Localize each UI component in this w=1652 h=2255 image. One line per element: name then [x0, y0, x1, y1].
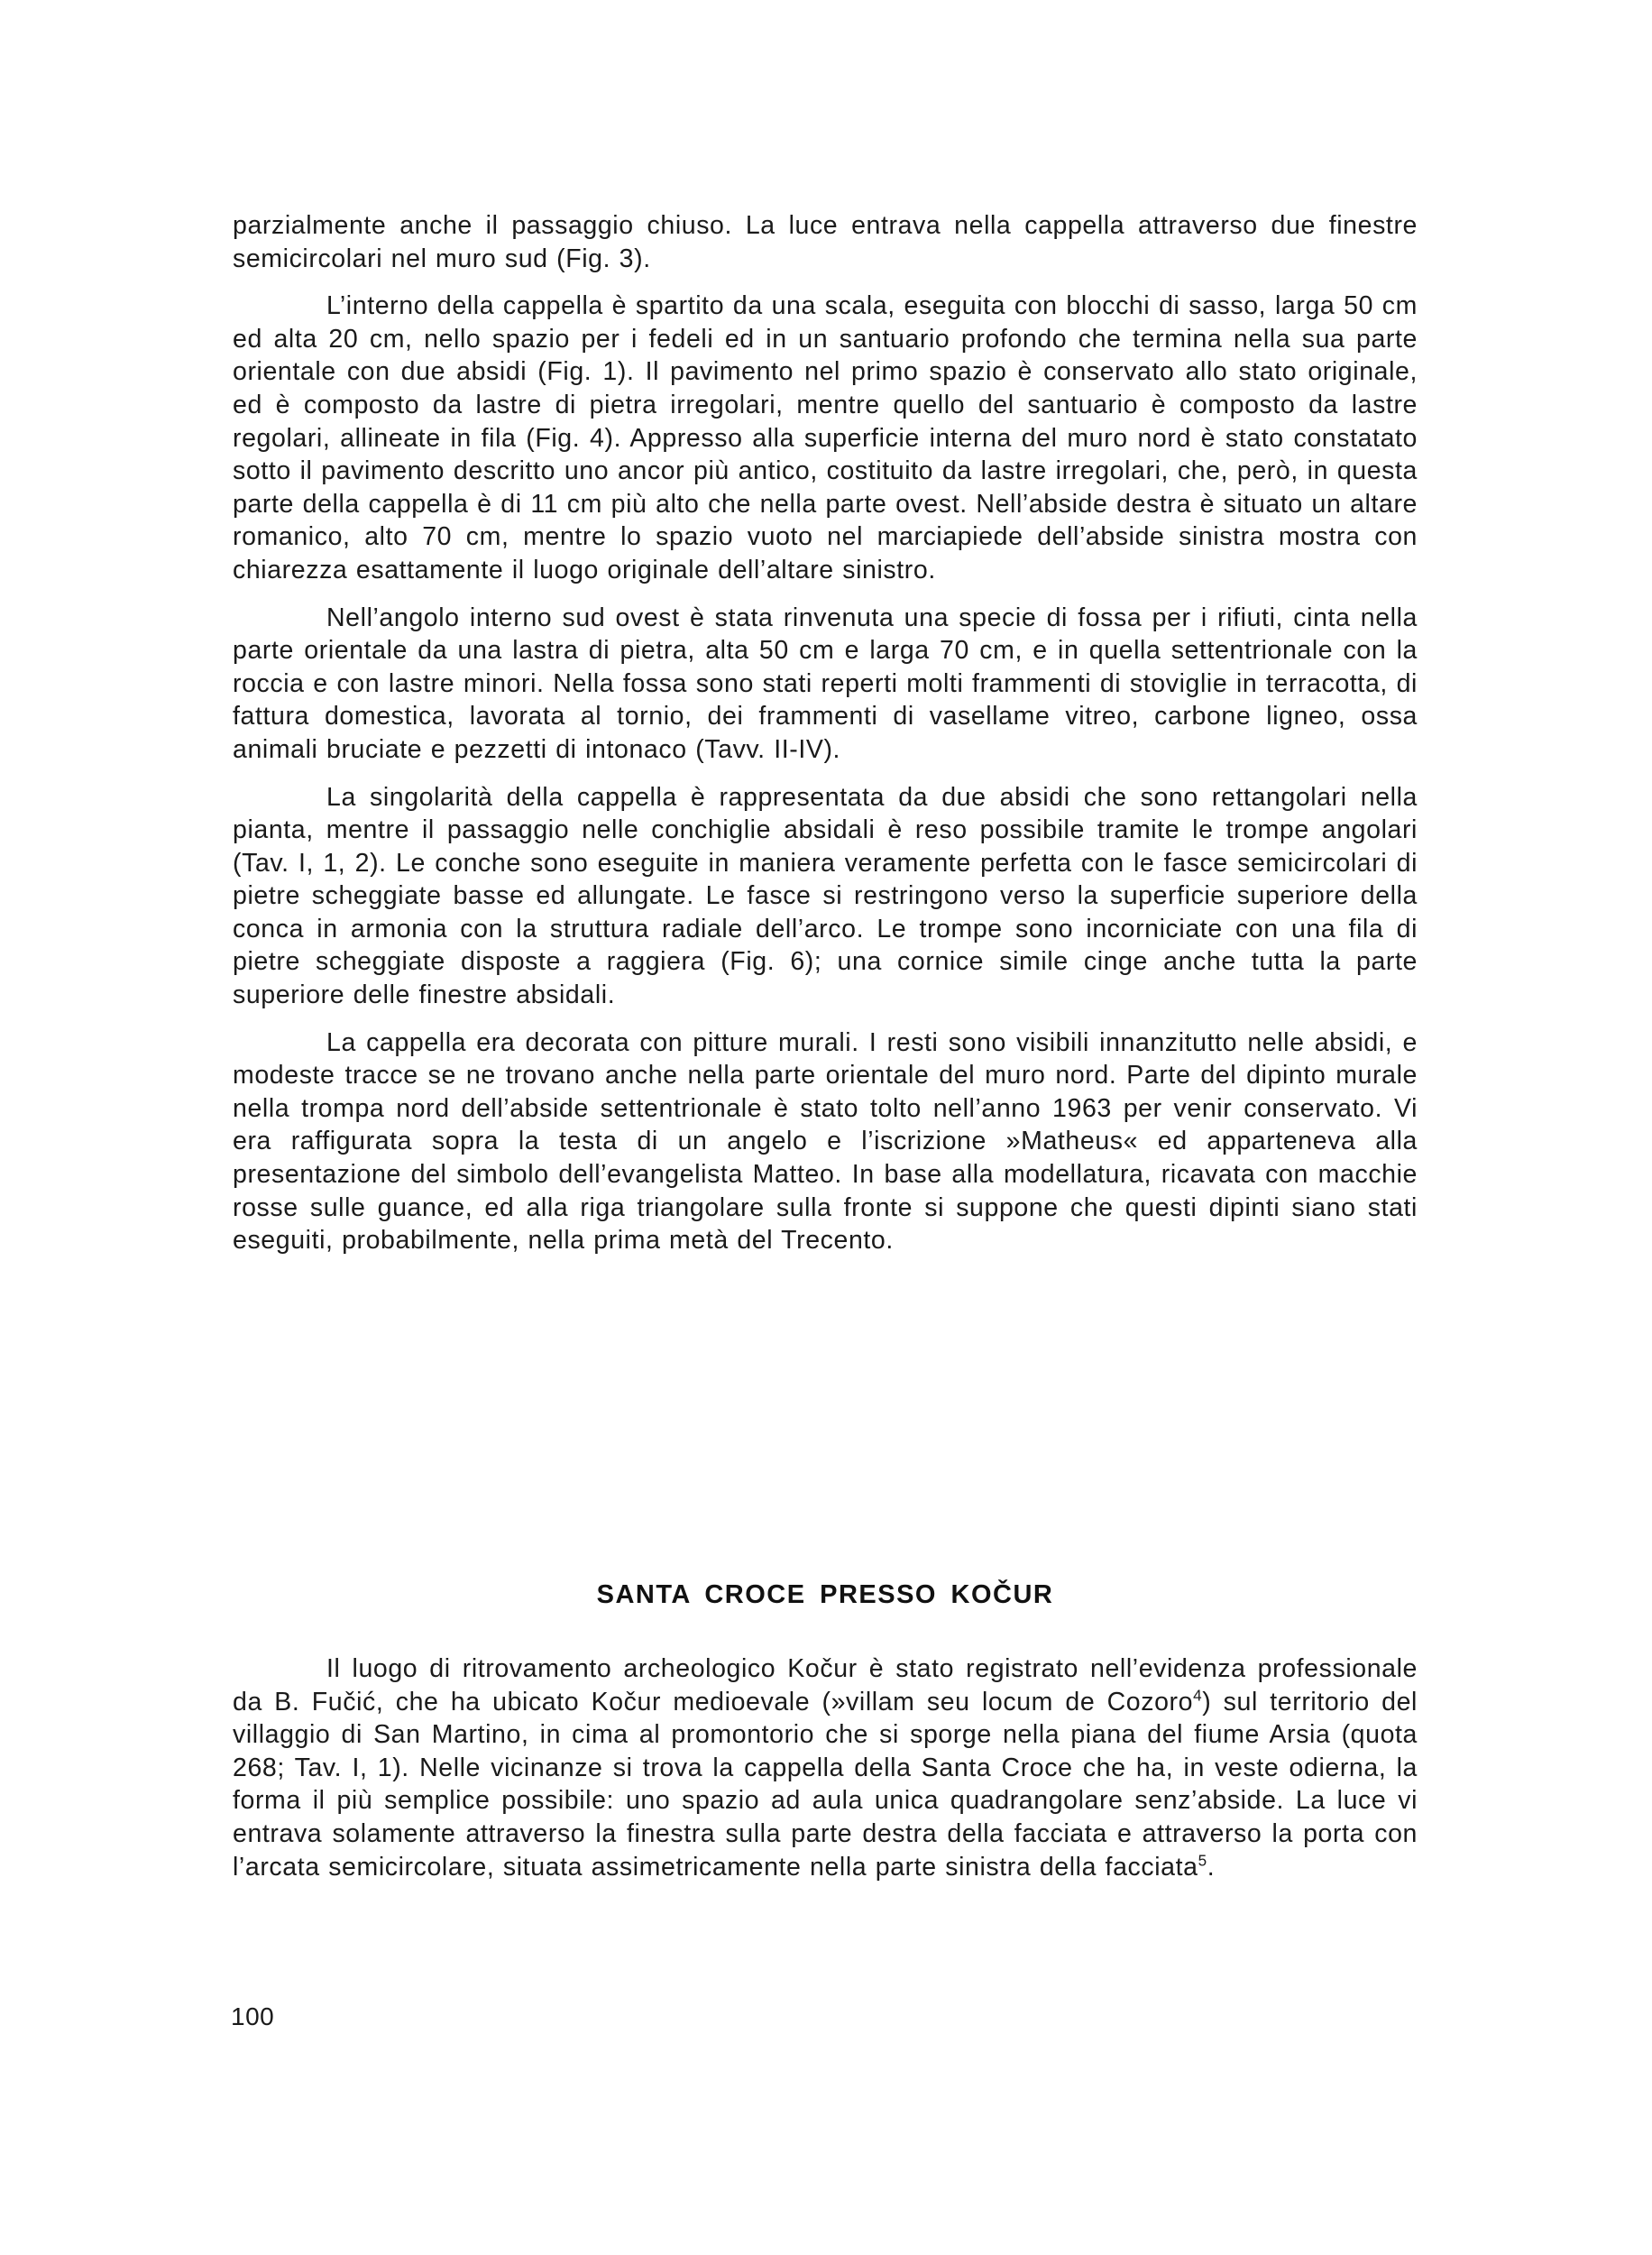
paragraph-text-part-3: .	[1207, 1852, 1216, 1882]
footnote-reference: 5	[1198, 1852, 1207, 1870]
section-santa-croce	[233, 1652, 1418, 1883]
main-text-block	[233, 209, 1418, 1257]
paragraph-text-part-1: Il luogo di ritrovamento archeologico Kočur è stato registrato nell’evidenza professionale da B. Fučić, che ha ubicato Kočur medioevale (»villam seu locum de Cozoro	[233, 1654, 1418, 1717]
paragraph-wall-paintings: La cappella era decorata con pitture murali. I resti sono visibili innanzitutto nelle absidi, e modeste tracce se ne trovano anche nella parte orientale del muro nord. Parte del dipinto murale nella trompa nord dell’abside settentrionale è stato tolto nell’anno 1963 per venir conservato. Vi era raffigurata sopra la testa di un angelo e l’iscrizione »Matheus« ed apparteneva alla presentazione del simbolo dell’evangelista Matteo. In base alla modellatura, ricavata con macchie rosse sulle guance, ed alla riga triangolare sulla fronte si suppone che questi dipinti siano stati eseguiti, probabilmente, nella prima metà del Trecento.	[233, 1027, 1418, 1256]
paragraph-waste-pit: Nell’angolo interno sud ovest è stata rinvenuta una specie di fossa per i rifiuti, cinta nella parte orientale da una lastra di pietra, alta 50 cm e larga 70 cm, e in quella settentrionale con la roccia e con lastre minori. Nella fossa sono stati reperti molti frammenti di stoviglie in terracotta, di fattura domestica, lavorata al tornio, dei frammenti di vasellame vitreo, carbone ligneo, ossa animali bruciate e pezzetti di intonaco (Tavv. II-IV).	[233, 603, 1418, 764]
paragraph-apses: La singolarità della cappella è rappresentata da due absidi che sono rettangolari nella pianta, mentre il passaggio nelle conchiglie absidali è reso possibile tramite le trompe angolari (Tav. I, 1, 2). Le conche sono eseguite in maniera veramente perfetta con le fasce semicircolari di pietre scheggiate basse ed allungate. Le fasce si restringono verso la superficie superiore della conca in armonia con la struttura radiale dell’arco. Le trompe sono incorniciate con una fila di pietre scheggiate disposte a raggiera (Fig. 6); una cornice simile cinge anche tutta la parte superiore delle finestre absidali.	[233, 782, 1418, 1010]
page-number: 100	[231, 2002, 275, 2030]
paragraph-continuation: parzialmente anche il passaggio chiuso. La luce entrava nella cappella attraverso due finestre semicircolari nel muro sud (Fig. 3).	[233, 211, 1418, 273]
paragraph-chapel-interior: L’interno della cappella è spartito da una scala, eseguita con blocchi di sasso, larga 50 cm ed alta 20 cm, nello spazio per i fedeli ed in un santuario profondo che termina nella sua parte orientale con due absidi (Fig. 1). Il pavimento nel primo spazio è conservato allo stato originale, ed è composto da lastre di pietra irregolari, mentre quello del santuario è composto da lastre regolari, allineate in fila (Fig. 4). Appresso alla superficie interna del muro nord è stato constatato sotto il pavimento descritto uno ancor più antico, costituito da lastre irregolari, che, però, in questa parte della cappella è di 11 cm più alto che nella parte ovest. Nell’abside destra è situato un altare romanico, alto 70 cm, mentre lo spazio vuoto nel marciapiede dell’abside sinistra mostra con chiarezza esattamente il luogo originale dell’altare sinistro.	[233, 291, 1418, 584]
paragraph-kocur-site	[233, 1652, 1418, 1883]
footnote-reference: 4	[1193, 1687, 1203, 1705]
section-heading: SANTA CROCE PRESSO KOČUR	[596, 1580, 1054, 1609]
paragraph-text-part-2: ) sul territorio del villaggio di San Martino, in cima al promontorio che si sporge nella piana del fiume Arsia (quota 268; Tav. I, 1). Nelle vicinanze si trova la cappella della Santa Croce che ha, in veste odierna, la forma il più semplice possibile: uno spazio ad aula unica quadrangolare senz’abside. La luce vi entrava solamente attraverso la finestra sulla parte destra della facciata e attraverso la porta con l’arcata semicircolare, situata assimetricamente nella parte sinistra della facciata	[233, 1687, 1418, 1882]
